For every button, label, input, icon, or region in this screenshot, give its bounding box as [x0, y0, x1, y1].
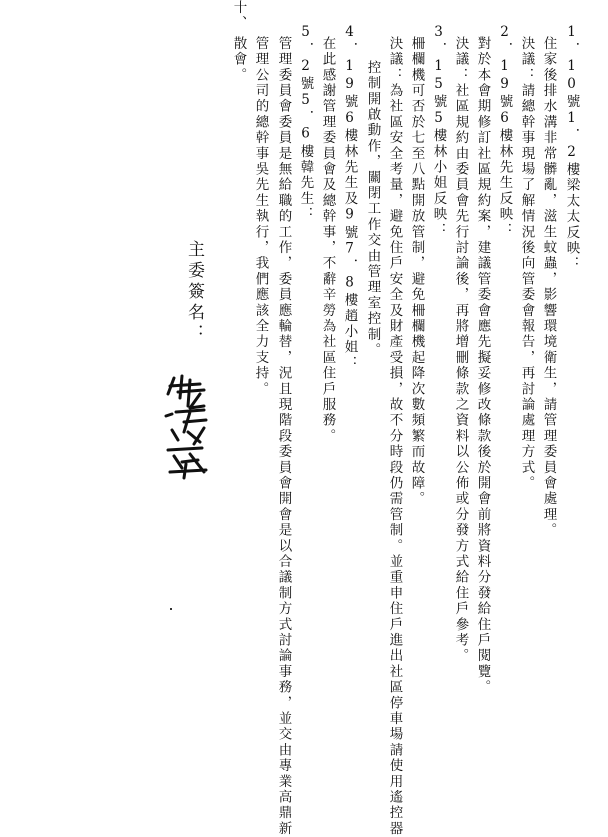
item-4-heading: 4．19號6樓林先生及9號7．8樓趙小姐：: [341, 24, 358, 372]
item-1-body: 住家後排水溝非常髒亂，滋生蚊蟲，影響環境衛生，請管理委員會處理。: [540, 36, 557, 539]
scan-speck: [170, 608, 172, 610]
item-1-resolution: 決議：請總幹事現場了解情況後向管委會報告，再討論處理方式。: [518, 36, 535, 492]
item-1-heading: 1．10號1．2樓梁太太反映：: [563, 24, 580, 272]
item-3-heading: 3．15號5樓林小姐反映：: [430, 24, 447, 239]
item-5-body-cont: 管理公司的總幹事吳先生執行，我們應該全力支持。: [252, 36, 269, 398]
item-2-resolution: 決議：社區規約由委員會先行討論後，再將增刪條款之資料以公佈或分發方式給住戶參考。: [452, 36, 469, 664]
adjournment: 散會。: [230, 36, 247, 84]
item-2-heading: 2．19號6樓林先生反映：: [496, 24, 513, 239]
signature-label: 主委簽名：: [184, 240, 204, 345]
item-3-resolution-cont: 控制開啟動作，關閉工作交由管理室控制。: [364, 60, 381, 359]
handwritten-signature: [160, 372, 220, 482]
item-3-resolution: 決議：為社區安全考量，避免住戶安全及財產受損，故不分時段仍需管制。並重申住戶進出社區停車場請使用遙控器: [386, 36, 403, 837]
section-10-number: 十、: [230, 0, 247, 32]
item-3-body: 柵欄機可否於七至八點開放管制，避免柵欄機起降次數頻繁而故障。: [408, 36, 425, 507]
item-4-body: 在此感謝管理委員會及總幹事，不辭辛勞為社區住戶服務。: [319, 36, 336, 445]
item-5-heading: 5．2號5．6樓韓先生：: [297, 24, 314, 223]
item-5-body: 管理委員會委員是無給職的工作，委員應輪替，況且現階段委員會開會是以合議制方式討論事務，並交由專業高鼎新: [275, 36, 292, 837]
item-2-body: 對於本會期修訂社區規約案，建議管委會應先擬妥修改條款後於開會前將資料分發給住戶閱覽。: [474, 36, 491, 696]
